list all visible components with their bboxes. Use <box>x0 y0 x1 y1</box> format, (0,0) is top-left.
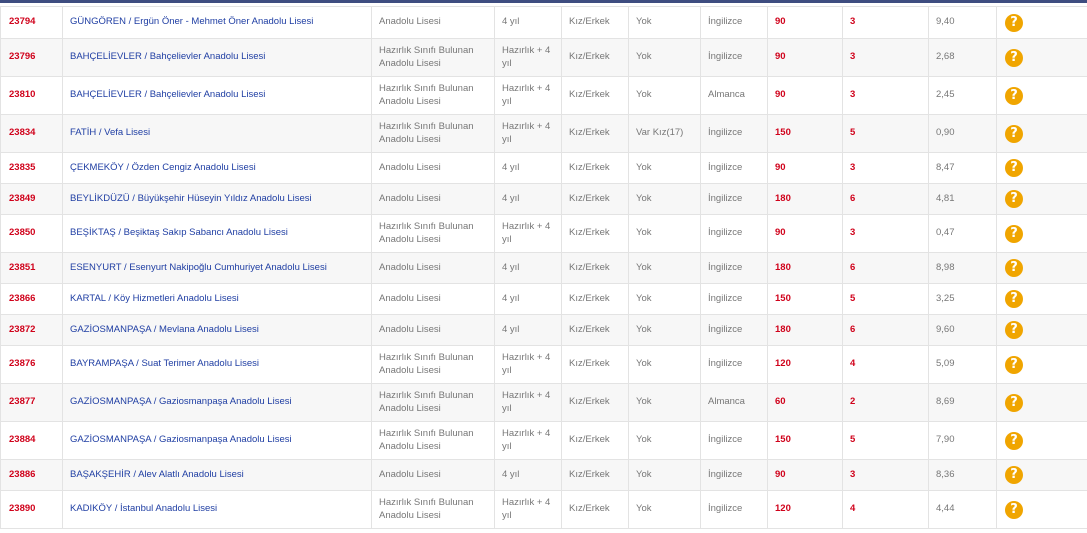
boarding-cell: Yok <box>629 315 701 346</box>
boarding-cell: Var Kız(17) <box>629 115 701 153</box>
info-cell <box>997 215 1087 253</box>
school-name-link-cell <box>63 384 372 422</box>
school-code-cell: 23872 <box>1 315 63 346</box>
gender-cell: Kız/Erkek <box>562 315 629 346</box>
question-circle-icon[interactable]: ? <box>1005 432 1023 450</box>
school-code-cell: 23810 <box>1 77 63 115</box>
foreign-language-cell: İngilizce <box>701 153 768 184</box>
quota-cell: 180 <box>768 184 843 215</box>
quota-cell: 150 <box>768 422 843 460</box>
info-cell <box>997 77 1087 115</box>
boarding-cell: Yok <box>629 384 701 422</box>
education-duration-cell: 4 yıl <box>495 284 562 315</box>
school-name-link-cell <box>63 491 372 529</box>
info-cell <box>997 7 1087 39</box>
gender-cell: Kız/Erkek <box>562 346 629 384</box>
table-row <box>1 346 1087 384</box>
boarding-cell: Yok <box>629 184 701 215</box>
school-type-cell: Hazırlık Sınıfı Bulunan Anadolu Lisesi <box>372 346 495 384</box>
quota-cell: 60 <box>768 384 843 422</box>
school-name-link-cell <box>63 77 372 115</box>
info-cell <box>997 284 1087 315</box>
gender-cell: Kız/Erkek <box>562 460 629 491</box>
info-cell <box>997 253 1087 284</box>
foreign-language-cell: İngilizce <box>701 115 768 153</box>
gender-cell: Kız/Erkek <box>562 77 629 115</box>
info-cell <box>997 384 1087 422</box>
quota-cell: 90 <box>768 153 843 184</box>
boarding-cell: Yok <box>629 253 701 284</box>
school-name-link[interactable]: ESENYURT / Esenyurt Nakipoğlu Cumhuriyet Anadolu Lisesi <box>70 261 327 273</box>
foreign-language-cell: İngilizce <box>701 215 768 253</box>
table-row <box>1 215 1087 253</box>
gender-cell: Kız/Erkek <box>562 184 629 215</box>
foreign-language-cell: İngilizce <box>701 460 768 491</box>
info-cell <box>997 315 1087 346</box>
education-duration-cell: 4 yıl <box>495 460 562 491</box>
question-circle-icon[interactable]: ? <box>1005 321 1023 339</box>
table-row <box>1 315 1087 346</box>
top-border <box>0 0 1087 3</box>
school-code-cell: 23877 <box>1 384 63 422</box>
percentile-score-cell: 7,90 <box>929 422 997 460</box>
percentile-score-cell: 8,69 <box>929 384 997 422</box>
question-circle-icon[interactable]: ? <box>1005 259 1023 277</box>
school-name-link[interactable]: BEŞİKTAŞ / Beşiktaş Sakıp Sabancı Anadolu Lisesi <box>70 227 288 239</box>
question-circle-icon[interactable]: ? <box>1005 14 1023 32</box>
question-circle-icon[interactable]: ? <box>1005 125 1023 143</box>
school-name-link-cell <box>63 115 372 153</box>
class-count-cell: 6 <box>843 184 929 215</box>
foreign-language-cell: Almanca <box>701 384 768 422</box>
quota-cell: 90 <box>768 7 843 39</box>
school-code-cell: 23794 <box>1 7 63 39</box>
question-circle-icon[interactable]: ? <box>1005 159 1023 177</box>
boarding-cell: Yok <box>629 284 701 315</box>
school-code-cell: 23890 <box>1 491 63 529</box>
gender-cell: Kız/Erkek <box>562 491 629 529</box>
school-type-cell: Anadolu Lisesi <box>372 7 495 39</box>
class-count-cell: 3 <box>843 215 929 253</box>
gender-cell: Kız/Erkek <box>562 284 629 315</box>
percentile-score-cell: 8,98 <box>929 253 997 284</box>
foreign-language-cell: İngilizce <box>701 7 768 39</box>
school-name-link-cell <box>63 460 372 491</box>
class-count-cell: 3 <box>843 77 929 115</box>
school-type-cell: Anadolu Lisesi <box>372 460 495 491</box>
school-name-link-cell <box>63 422 372 460</box>
school-code-cell: 23851 <box>1 253 63 284</box>
percentile-score-cell: 2,45 <box>929 77 997 115</box>
foreign-language-cell: İngilizce <box>701 315 768 346</box>
class-count-cell: 5 <box>843 115 929 153</box>
gender-cell: Kız/Erkek <box>562 115 629 153</box>
school-code-cell: 23876 <box>1 346 63 384</box>
foreign-language-cell: İngilizce <box>701 346 768 384</box>
foreign-language-cell: İngilizce <box>701 491 768 529</box>
info-cell <box>997 422 1087 460</box>
quota-cell: 150 <box>768 284 843 315</box>
table-row <box>1 39 1087 77</box>
school-table-body <box>1 7 1087 529</box>
school-table <box>0 6 1087 529</box>
school-name-link-cell <box>63 253 372 284</box>
class-count-cell: 4 <box>843 346 929 384</box>
school-type-cell: Hazırlık Sınıfı Bulunan Anadolu Lisesi <box>372 384 495 422</box>
question-circle-icon[interactable]: ? <box>1005 190 1023 208</box>
quota-cell: 180 <box>768 253 843 284</box>
school-name-link[interactable]: GAZİOSMANPAŞA / Gaziosmanpaşa Anadolu Lisesi <box>70 434 292 446</box>
boarding-cell: Yok <box>629 422 701 460</box>
foreign-language-cell: İngilizce <box>701 253 768 284</box>
school-type-cell: Anadolu Lisesi <box>372 153 495 184</box>
gender-cell: Kız/Erkek <box>562 215 629 253</box>
gender-cell: Kız/Erkek <box>562 422 629 460</box>
school-code-cell: 23835 <box>1 153 63 184</box>
school-code-cell: 23850 <box>1 215 63 253</box>
percentile-score-cell: 3,25 <box>929 284 997 315</box>
percentile-score-cell: 8,47 <box>929 153 997 184</box>
question-circle-icon[interactable]: ? <box>1005 225 1023 243</box>
school-type-cell: Anadolu Lisesi <box>372 253 495 284</box>
school-name-link[interactable]: GAZİOSMANPAŞA / Gaziosmanpaşa Anadolu Lisesi <box>70 396 292 408</box>
school-name-link[interactable]: KADIKÖY / İstanbul Anadolu Lisesi <box>70 503 218 515</box>
quota-cell: 180 <box>768 315 843 346</box>
education-duration-cell: Hazırlık + 4 yıl <box>495 115 562 153</box>
school-name-link[interactable]: FATİH / Vefa Lisesi <box>70 127 151 139</box>
school-code-cell: 23866 <box>1 284 63 315</box>
quota-cell: 90 <box>768 39 843 77</box>
education-duration-cell: Hazırlık + 4 yıl <box>495 39 562 77</box>
school-name-link[interactable]: BAHÇELİEVLER / Bahçelievler Anadolu Lisesi <box>70 51 266 63</box>
foreign-language-cell: İngilizce <box>701 284 768 315</box>
percentile-score-cell: 8,36 <box>929 460 997 491</box>
school-type-cell: Hazırlık Sınıfı Bulunan Anadolu Lisesi <box>372 115 495 153</box>
class-count-cell: 6 <box>843 315 929 346</box>
school-type-cell: Anadolu Lisesi <box>372 284 495 315</box>
school-code-cell: 23884 <box>1 422 63 460</box>
class-count-cell: 6 <box>843 253 929 284</box>
education-duration-cell: 4 yıl <box>495 153 562 184</box>
question-circle-icon[interactable]: ? <box>1005 87 1023 105</box>
quota-cell: 90 <box>768 77 843 115</box>
info-cell <box>997 346 1087 384</box>
info-cell <box>997 184 1087 215</box>
question-circle-icon[interactable]: ? <box>1005 466 1023 484</box>
question-circle-icon[interactable]: ? <box>1005 290 1023 308</box>
class-count-cell: 5 <box>843 422 929 460</box>
boarding-cell: Yok <box>629 346 701 384</box>
school-name-link[interactable]: GÜNGÖREN / Ergün Öner - Mehmet Öner Anadolu Lisesi <box>70 16 314 28</box>
question-circle-icon[interactable]: ? <box>1005 394 1023 412</box>
education-duration-cell: 4 yıl <box>495 7 562 39</box>
school-name-link[interactable]: ÇEKMEKÖY / Özden Cengiz Anadolu Lisesi <box>70 161 256 173</box>
school-name-link-cell <box>63 315 372 346</box>
school-type-cell: Hazırlık Sınıfı Bulunan Anadolu Lisesi <box>372 215 495 253</box>
quota-cell: 150 <box>768 115 843 153</box>
table-row <box>1 77 1087 115</box>
gender-cell: Kız/Erkek <box>562 384 629 422</box>
class-count-cell: 3 <box>843 460 929 491</box>
school-name-link[interactable]: BAHÇELİEVLER / Bahçelievler Anadolu Lisesi <box>70 89 266 101</box>
education-duration-cell: Hazırlık + 4 yıl <box>495 77 562 115</box>
school-name-link-cell <box>63 153 372 184</box>
school-name-link[interactable]: BEYLİKDÜZÜ / Büyükşehir Hüseyin Yıldız Anadolu Lisesi <box>70 192 312 204</box>
percentile-score-cell: 0,47 <box>929 215 997 253</box>
quota-cell: 120 <box>768 346 843 384</box>
class-count-cell: 5 <box>843 284 929 315</box>
school-type-cell: Hazırlık Sınıfı Bulunan Anadolu Lisesi <box>372 491 495 529</box>
gender-cell: Kız/Erkek <box>562 7 629 39</box>
question-circle-icon[interactable]: ? <box>1005 356 1023 374</box>
table-row <box>1 253 1087 284</box>
class-count-cell: 3 <box>843 7 929 39</box>
school-code-cell: 23796 <box>1 39 63 77</box>
boarding-cell: Yok <box>629 39 701 77</box>
quota-cell: 90 <box>768 460 843 491</box>
table-row <box>1 284 1087 315</box>
question-circle-icon[interactable]: ? <box>1005 49 1023 67</box>
table-row <box>1 384 1087 422</box>
school-code-cell: 23834 <box>1 115 63 153</box>
school-type-cell: Anadolu Lisesi <box>372 315 495 346</box>
table-row <box>1 7 1087 39</box>
percentile-score-cell: 5,09 <box>929 346 997 384</box>
school-name-link-cell <box>63 346 372 384</box>
info-cell <box>997 491 1087 529</box>
school-name-link[interactable]: GAZİOSMANPAŞA / Mevlana Anadolu Lisesi <box>70 323 259 335</box>
boarding-cell: Yok <box>629 215 701 253</box>
education-duration-cell: Hazırlık + 4 yıl <box>495 346 562 384</box>
education-duration-cell: 4 yıl <box>495 315 562 346</box>
school-name-link-cell <box>63 39 372 77</box>
school-name-link[interactable]: KARTAL / Köy Hizmetleri Anadolu Lisesi <box>70 292 239 304</box>
school-type-cell: Hazırlık Sınıfı Bulunan Anadolu Lisesi <box>372 77 495 115</box>
education-duration-cell: 4 yıl <box>495 253 562 284</box>
percentile-score-cell: 2,68 <box>929 39 997 77</box>
class-count-cell: 2 <box>843 384 929 422</box>
education-duration-cell: Hazırlık + 4 yıl <box>495 491 562 529</box>
gender-cell: Kız/Erkek <box>562 153 629 184</box>
boarding-cell: Yok <box>629 77 701 115</box>
school-code-cell: 23849 <box>1 184 63 215</box>
school-name-link-cell <box>63 215 372 253</box>
info-cell <box>997 39 1087 77</box>
info-cell <box>997 115 1087 153</box>
class-count-cell: 4 <box>843 491 929 529</box>
school-type-cell: Hazırlık Sınıfı Bulunan Anadolu Lisesi <box>372 422 495 460</box>
percentile-score-cell: 4,81 <box>929 184 997 215</box>
class-count-cell: 3 <box>843 39 929 77</box>
school-name-link-cell <box>63 184 372 215</box>
school-code-cell: 23886 <box>1 460 63 491</box>
foreign-language-cell: İngilizce <box>701 39 768 77</box>
gender-cell: Kız/Erkek <box>562 39 629 77</box>
percentile-score-cell: 9,40 <box>929 7 997 39</box>
foreign-language-cell: İngilizce <box>701 184 768 215</box>
school-name-link-cell <box>63 284 372 315</box>
class-count-cell: 3 <box>843 153 929 184</box>
school-type-cell: Anadolu Lisesi <box>372 184 495 215</box>
table-row <box>1 491 1087 529</box>
question-circle-icon[interactable]: ? <box>1005 501 1023 519</box>
table-row <box>1 115 1087 153</box>
school-name-link[interactable]: BAYRAMPAŞA / Suat Terimer Anadolu Lisesi <box>70 358 260 370</box>
table-row <box>1 153 1087 184</box>
percentile-score-cell: 9,60 <box>929 315 997 346</box>
boarding-cell: Yok <box>629 153 701 184</box>
foreign-language-cell: İngilizce <box>701 422 768 460</box>
boarding-cell: Yok <box>629 491 701 529</box>
foreign-language-cell: Almanca <box>701 77 768 115</box>
education-duration-cell: Hazırlık + 4 yıl <box>495 215 562 253</box>
table-row <box>1 184 1087 215</box>
table-row <box>1 460 1087 491</box>
quota-cell: 90 <box>768 215 843 253</box>
school-type-cell: Hazırlık Sınıfı Bulunan Anadolu Lisesi <box>372 39 495 77</box>
school-name-link[interactable]: BAŞAKŞEHİR / Alev Alatlı Anadolu Lisesi <box>70 468 244 480</box>
boarding-cell: Yok <box>629 460 701 491</box>
info-cell <box>997 153 1087 184</box>
school-name-link-cell <box>63 7 372 39</box>
gender-cell: Kız/Erkek <box>562 253 629 284</box>
education-duration-cell: Hazırlık + 4 yıl <box>495 422 562 460</box>
info-cell <box>997 460 1087 491</box>
percentile-score-cell: 4,44 <box>929 491 997 529</box>
table-row <box>1 422 1087 460</box>
quota-cell: 120 <box>768 491 843 529</box>
boarding-cell: Yok <box>629 7 701 39</box>
education-duration-cell: Hazırlık + 4 yıl <box>495 384 562 422</box>
education-duration-cell: 4 yıl <box>495 184 562 215</box>
percentile-score-cell: 0,90 <box>929 115 997 153</box>
